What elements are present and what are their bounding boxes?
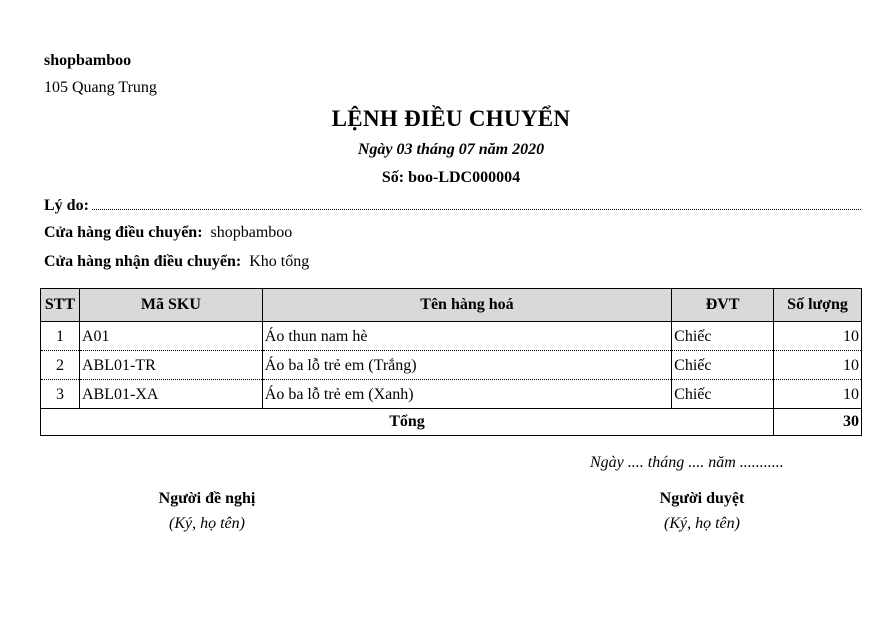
col-header-name: Tên hàng hoá <box>262 289 671 322</box>
items-table <box>40 288 862 436</box>
table-header-row <box>41 289 862 322</box>
table-row <box>41 380 862 409</box>
cell-qty: 10 <box>774 351 862 380</box>
document-title: LỆNH ĐIỀU CHUYỂN <box>331 106 571 131</box>
col-header-sku: Mã SKU <box>79 289 262 322</box>
to-store-field <box>44 253 309 271</box>
col-header-stt: STT <box>41 289 80 322</box>
approver-title: Người duyệt <box>659 490 745 507</box>
cell-stt: 2 <box>41 351 80 380</box>
proposer-hint: (Ký, họ tên) <box>169 515 245 532</box>
table-row <box>41 351 862 380</box>
from-store-label: Cửa hàng điều chuyển: <box>44 224 203 241</box>
document-number: Số: boo-LDC000004 <box>381 169 521 186</box>
table-row <box>41 322 862 351</box>
total-row <box>41 409 862 436</box>
cell-sku: A01 <box>79 322 262 351</box>
approver-signature-block <box>602 490 802 533</box>
cell-unit: Chiếc <box>672 322 774 351</box>
approver-hint: (Ký, họ tên) <box>664 515 740 532</box>
document-date: Ngày 03 tháng 07 năm 2020 <box>357 141 545 158</box>
shop-address: 105 Quang Trung <box>44 79 157 96</box>
cell-name: Áo ba lỗ trẻ em (Xanh) <box>262 380 671 409</box>
cell-name: Áo ba lỗ trẻ em (Trắng) <box>262 351 671 380</box>
col-header-qty: Số lượng <box>774 289 862 322</box>
proposer-signature-block <box>107 490 307 533</box>
proposer-title: Người đề nghị <box>158 490 256 507</box>
cell-unit: Chiếc <box>672 351 774 380</box>
cell-qty: 10 <box>774 380 862 409</box>
cell-stt: 1 <box>41 322 80 351</box>
reason-field <box>44 195 861 215</box>
reason-label: Lý do: <box>44 197 89 214</box>
reason-dotted-line <box>92 195 861 210</box>
from-store-value: shopbamboo <box>210 224 293 241</box>
total-label: Tổng <box>41 409 774 436</box>
col-header-unit: ĐVT <box>672 289 774 322</box>
cell-sku: ABL01-TR <box>79 351 262 380</box>
shop-name: shopbamboo <box>44 52 132 69</box>
total-value: 30 <box>774 409 862 436</box>
cell-stt: 3 <box>41 380 80 409</box>
cell-name: Áo thun nam hè <box>262 322 671 351</box>
cell-qty: 10 <box>774 322 862 351</box>
cell-unit: Chiếc <box>672 380 774 409</box>
cell-sku: ABL01-XA <box>79 380 262 409</box>
signature-date-line: Ngày .... tháng .... năm ........... <box>590 454 784 471</box>
to-store-value: Kho tổng <box>249 253 310 270</box>
to-store-label: Cửa hàng nhận điều chuyển: <box>44 253 242 270</box>
from-store-field <box>44 224 292 242</box>
